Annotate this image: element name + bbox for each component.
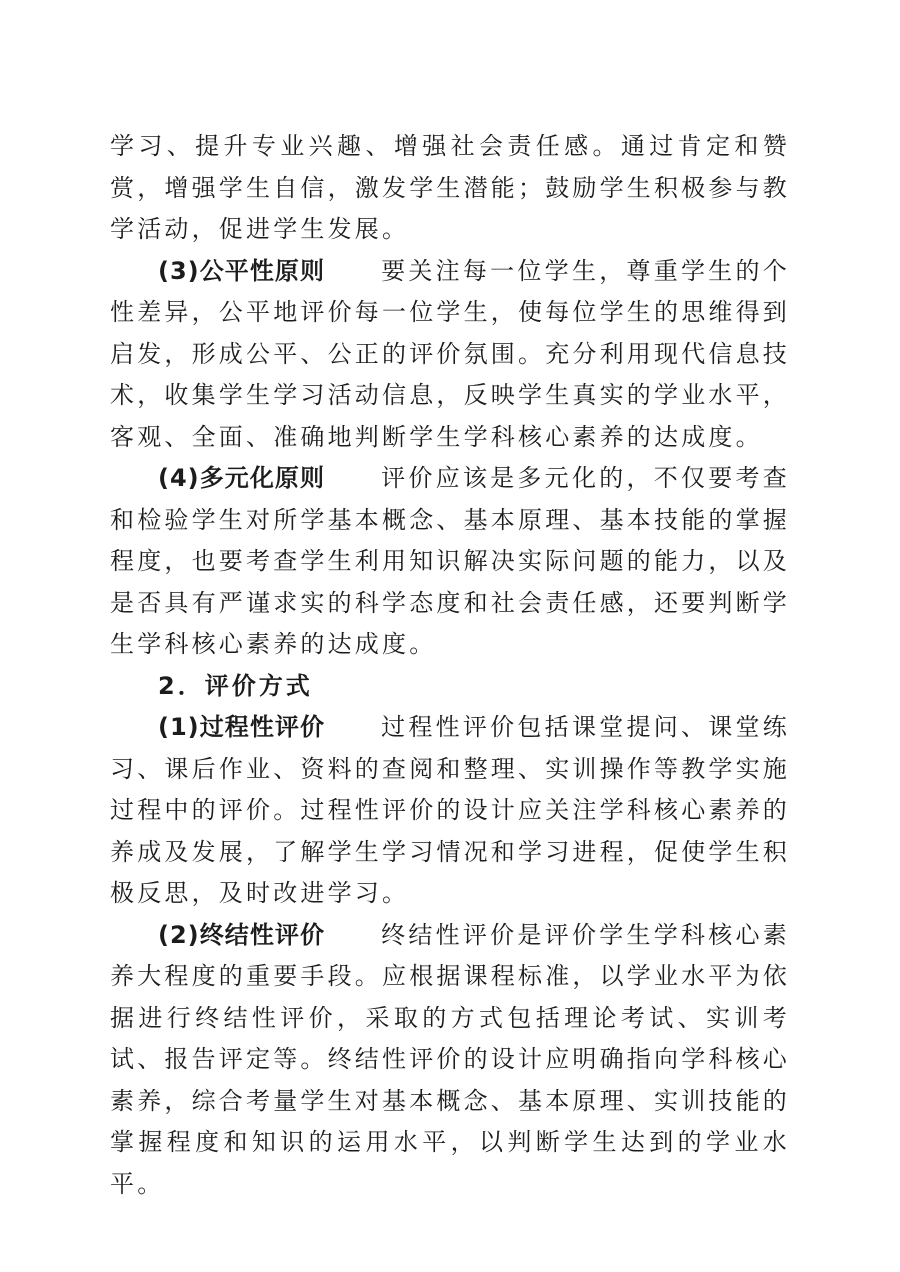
body-fairness-principle: 要关注每一位学生，尊重学生的个性差异，公平地评价每一位学生，使每位学生的思维得到启发，形成公平、公正的评价氛围。充分利用现代信息技术，收集学生学习活动信息，反映学生真实的学业水平，客观、全面、准确地判断学生学科核心素养的达成度。 <box>110 256 791 451</box>
paragraph-fairness-principle <box>110 251 790 459</box>
body-process-evaluation: 过程性评价包括课堂提问、课堂练习、课后作业、资料的查阅和整理、实训操作等教学实施过程中的评价。过程性评价的设计应关注学科核心素养的养成及发展，了解学生学习情况和学习进程，促使学生积极反思，及时改进学习。 <box>110 713 791 907</box>
paragraph-process-evaluation <box>110 707 790 915</box>
body-summative-evaluation: 终结性评价是评价学生学科核心素养大程度的重要手段。应根据课程标准，以学业水平为依据进行终结性评价，采取的方式包括理论考试、实训考试、报告评定等。终结性评价的设计应明确指向学科核心素养，综合考量学生对基本概念、基本原理、实训技能的掌握程度和知识的运用水平，以判断学生达到的学业水平。 <box>110 920 791 1198</box>
paragraph-continuation: 学习、提升专业兴趣、增强社会责任感。通过肯定和赞赏，增强学生自信，激发学生潜能；鼓励学生积极参与教学活动，促进学生发展。 <box>110 132 790 243</box>
heading-fairness-principle: (3)公平性原则 <box>158 256 326 285</box>
heading-process-evaluation: (1)过程性评价 <box>158 713 326 741</box>
document-page <box>110 126 790 1205</box>
heading-diversity-principle: (4)多元化原则 <box>158 464 326 492</box>
paragraph-summative-evaluation <box>110 915 790 1206</box>
body-diversity-principle: 评价应该是多元化的，不仅要考查和检验学生对所学基本概念、基本原理、基本技能的掌握程度，也要考查学生利用知识解决实际问题的能力，以及是否具有严谨求实的科学态度和社会责任感，还要判断学生学科核心素养的达成度。 <box>110 464 791 658</box>
paragraph-diversity-principle <box>110 458 790 666</box>
section-title-evaluation-methods: 2．评价方式 <box>158 671 313 700</box>
heading-summative-evaluation: (2)终结性评价 <box>158 920 326 949</box>
